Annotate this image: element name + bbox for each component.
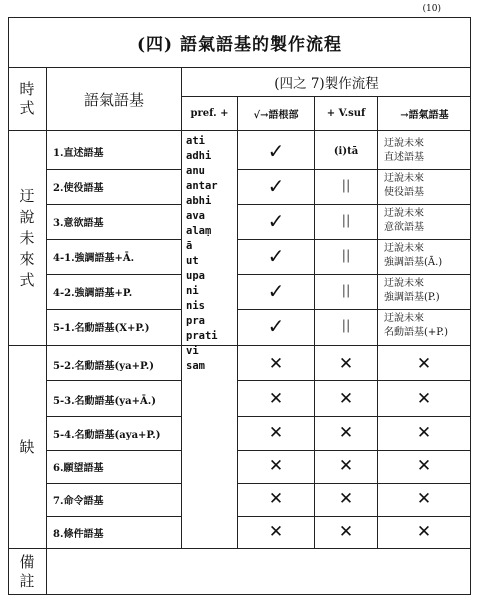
cross-icon: ✕ xyxy=(338,522,354,542)
row-label: 8.條件語基 xyxy=(53,529,104,540)
remarks-divider xyxy=(8,548,471,549)
row-divider xyxy=(47,483,181,484)
check-icon: ✓ xyxy=(267,174,285,198)
cross-icon: ✕ xyxy=(416,489,432,509)
group-char: 缺 xyxy=(19,437,35,456)
row-label: 2.使役語基 xyxy=(53,183,104,194)
result-line: 迂說未來 xyxy=(384,138,424,149)
cross-icon: ✕ xyxy=(268,522,284,542)
col-header-root: √→語根部 xyxy=(253,110,299,121)
suffix-value: (i)tā xyxy=(333,145,359,157)
result-text xyxy=(384,312,448,340)
col-header-suffix: + V.suf xyxy=(326,108,366,119)
prefix-item: ni xyxy=(186,285,199,297)
row-divider xyxy=(238,416,471,417)
row-divider xyxy=(47,169,181,170)
row-divider xyxy=(238,274,471,275)
result-line: 強調語基(P.) xyxy=(384,292,440,303)
row-label: 7.命令語基 xyxy=(53,496,104,507)
check-icon: ✓ xyxy=(267,279,285,303)
group-char: 未 xyxy=(19,228,35,247)
row-label: 5-3.名動語基(ya+Ā.) xyxy=(53,396,156,407)
row-divider xyxy=(238,483,471,484)
row-divider xyxy=(47,416,181,417)
row-divider xyxy=(238,380,471,381)
cross-icon: ✕ xyxy=(416,456,432,476)
result-line: 迂說未來 xyxy=(384,208,424,219)
prefix-item: anu xyxy=(186,165,205,177)
result-line: 直述語基 xyxy=(384,152,424,163)
cross-icon: ✕ xyxy=(338,423,354,443)
prefix-item: ava xyxy=(186,210,205,222)
result-line: 迂說未來 xyxy=(384,173,424,184)
cross-icon: ✕ xyxy=(338,354,354,374)
remarks-char: 備 xyxy=(19,553,35,571)
row-divider xyxy=(47,516,181,517)
prefix-item: alaṃ xyxy=(186,225,212,237)
cross-icon: ✕ xyxy=(416,522,432,542)
check-icon: ✓ xyxy=(267,314,285,338)
cross-icon: ✕ xyxy=(268,354,284,374)
col-rule-base xyxy=(181,68,182,548)
header-bottom-rule xyxy=(8,130,471,131)
row-divider xyxy=(47,239,181,240)
prefix-item: ā xyxy=(186,240,193,252)
prefix-item: prati xyxy=(186,330,218,342)
result-line: 迂說未來 xyxy=(384,243,424,254)
remarks-label xyxy=(8,549,46,595)
group-divider xyxy=(8,345,471,346)
col-rule-suffix xyxy=(377,96,378,548)
ditto-mark: || xyxy=(341,178,351,194)
check-icon: ✓ xyxy=(267,209,285,233)
prefix-item: abhi xyxy=(186,195,212,207)
cross-icon: ✕ xyxy=(416,423,432,443)
row-label: 4-2.強調語基+P. xyxy=(53,288,133,299)
col-rule-root xyxy=(314,96,315,548)
prefix-item: antar xyxy=(186,180,218,192)
row-label: 5-2.名動語基(ya+P.) xyxy=(53,361,155,372)
row-label: 5-1.名動語基(X+P.) xyxy=(53,323,150,334)
cross-icon: ✕ xyxy=(268,423,284,443)
prefix-list xyxy=(186,134,218,374)
group-char: 來 xyxy=(19,249,35,268)
page-number: (10) xyxy=(422,4,441,14)
process-title: (四之 7)製作流程 xyxy=(274,76,379,92)
prefix-item: ati xyxy=(186,135,205,147)
group-label-lacking xyxy=(8,346,46,548)
cross-icon: ✕ xyxy=(268,389,284,409)
prefix-item: sam xyxy=(186,360,205,372)
cross-icon: ✕ xyxy=(268,489,284,509)
group-label-periphrastic-future xyxy=(8,131,46,345)
row-divider xyxy=(238,169,471,170)
ditto-mark: || xyxy=(341,248,351,264)
result-text xyxy=(384,242,442,270)
result-line: 迂說未來 xyxy=(384,278,424,289)
ditto-mark: || xyxy=(341,213,351,229)
row-label: 3.意欲語基 xyxy=(53,218,104,229)
remarks-char: 註 xyxy=(19,572,35,590)
result-line: 名動語基(+P.) xyxy=(384,327,449,338)
group-char: 說 xyxy=(19,207,35,226)
result-text xyxy=(384,137,424,165)
group-char: 式 xyxy=(19,270,35,289)
result-text xyxy=(384,172,424,200)
result-line: 意欲語基 xyxy=(384,222,424,233)
cross-icon: ✕ xyxy=(338,389,354,409)
result-line: 迂說未來 xyxy=(384,313,424,324)
row-divider xyxy=(47,450,181,451)
page-title: (四) 語氣語基的製作流程 xyxy=(8,17,471,68)
result-text xyxy=(384,277,440,305)
col-header-pref: pref. + xyxy=(190,108,229,119)
tense-header xyxy=(8,68,46,130)
prefix-item: pra xyxy=(186,315,205,327)
col-rule-prefix xyxy=(237,96,238,548)
cross-icon: ✕ xyxy=(338,456,354,476)
row-label: 1.直述語基 xyxy=(53,148,104,159)
row-divider xyxy=(47,204,181,205)
ditto-mark: || xyxy=(341,283,351,299)
row-divider xyxy=(238,204,471,205)
row-label: 4-1.強調語基+Ā. xyxy=(53,253,135,264)
prefix-item: adhi xyxy=(186,150,212,162)
cross-icon: ✕ xyxy=(338,489,354,509)
result-text xyxy=(384,207,424,235)
base-header: 語氣語基 xyxy=(83,90,144,109)
check-icon: ✓ xyxy=(267,244,285,268)
row-label: 6.願望語基 xyxy=(53,463,104,474)
prefix-item: ut xyxy=(186,255,199,267)
row-divider xyxy=(238,450,471,451)
row-divider xyxy=(238,239,471,240)
cross-icon: ✕ xyxy=(416,354,432,374)
check-icon: ✓ xyxy=(267,139,285,163)
result-line: 強調語基(Ā.) xyxy=(384,257,443,268)
row-divider xyxy=(47,380,181,381)
tense-header-char: 式 xyxy=(19,99,35,117)
row-divider xyxy=(238,516,471,517)
col-header-result: →語氣語基 xyxy=(400,110,449,121)
tense-header-char: 時 xyxy=(19,80,35,98)
row-divider xyxy=(238,309,471,310)
row-divider xyxy=(47,274,181,275)
group-char: 迂 xyxy=(19,186,35,205)
cross-icon: ✕ xyxy=(416,389,432,409)
prefix-item: vi xyxy=(186,345,199,357)
result-line: 使役語基 xyxy=(384,187,424,198)
cross-icon: ✕ xyxy=(268,456,284,476)
prefix-item: nis xyxy=(186,300,205,312)
row-divider xyxy=(47,309,181,310)
ditto-mark: || xyxy=(341,318,351,334)
prefix-item: upa xyxy=(186,270,205,282)
row-label: 5-4.名動語基(aya+P.) xyxy=(53,430,161,441)
